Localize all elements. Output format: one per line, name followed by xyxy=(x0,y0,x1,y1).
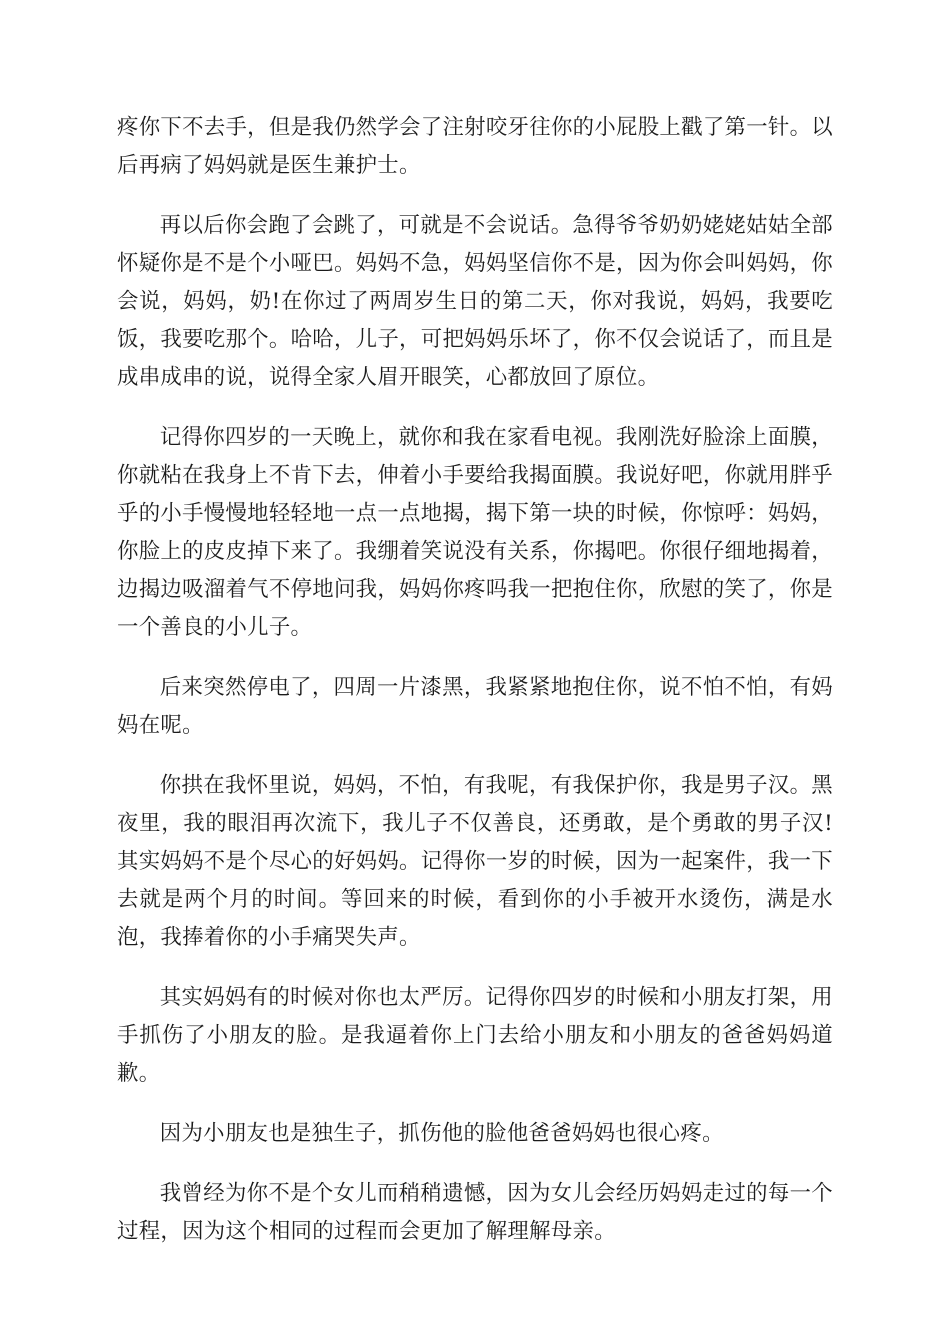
document-body xyxy=(117,109,833,1273)
paragraph-1: 疼你下不去手，但是我仍然学会了注射咬牙往你的小屁股上戳了第一针。以后再病了妈妈就是医生兼护士。 xyxy=(117,115,833,178)
paragraph-2: 再以后你会跑了会跳了，可就是不会说话。急得爷爷奶奶姥姥姑姑全部怀疑你是不是个小哑巴。妈妈不急，妈妈坚信你不是，因为你会叫妈妈，你会说，妈妈，奶!在你过了两周岁生日的第二天，你对我说，妈妈，我要吃饭，我要吃那个。哈哈，儿子，可把妈妈乐坏了，你不仅会说话了，而且是成串成串的说，说得全家人眉开眼笑，心都放回了原位。 xyxy=(117,213,833,390)
paragraph-3: 记得你四岁的一天晚上，就你和我在家看电视。我刚洗好脸涂上面膜，你就粘在我身上不肯下去，伸着小手要给我揭面膜。我说好吧，你就用胖乎乎的小手慢慢地轻轻地一点一点地揭，揭下第一块的时候，你惊呼：妈妈，你脸上的皮皮掉下来了。我绷着笑说没有关系，你揭吧。你很仔细地揭着，边揭边吸溜着气不停地问我，妈妈你疼吗我一把抱住你，欣慰的笑了，你是一个善良的小儿子。 xyxy=(117,425,833,640)
paragraph-5: 你拱在我怀里说，妈妈，不怕，有我呢，有我保护你，我是男子汉。黑夜里，我的眼泪再次流下，我儿子不仅善良，还勇敢，是个勇敢的男子汉!其实妈妈不是个尽心的好妈妈。记得你一岁的时候，因为一起案件，我一下去就是两个月的时间。等回来的时候，看到你的小手被开水烫伤，满是水泡，我捧着你的小手痛哭失声。 xyxy=(117,773,833,950)
paragraph-7: 因为小朋友也是独生子，抓伤他的脸他爸爸妈妈也很心疼。 xyxy=(159,1121,724,1146)
paragraph-8: 我曾经为你不是个女儿而稍稍遗憾，因为女儿会经历妈妈走过的每一个过程，因为这个相同的过程而会更加了解理解母亲。 xyxy=(117,1181,833,1244)
paragraph-6: 其实妈妈有的时候对你也太严厉。记得你四岁的时候和小朋友打架，用手抓伤了小朋友的脸。是我逼着你上门去给小朋友和小朋友的爸爸妈妈道歉。 xyxy=(117,985,833,1086)
paragraph-4: 后来突然停电了，四周一片漆黑，我紧紧地抱住你，说不怕不怕，有妈妈在呢。 xyxy=(117,675,833,738)
